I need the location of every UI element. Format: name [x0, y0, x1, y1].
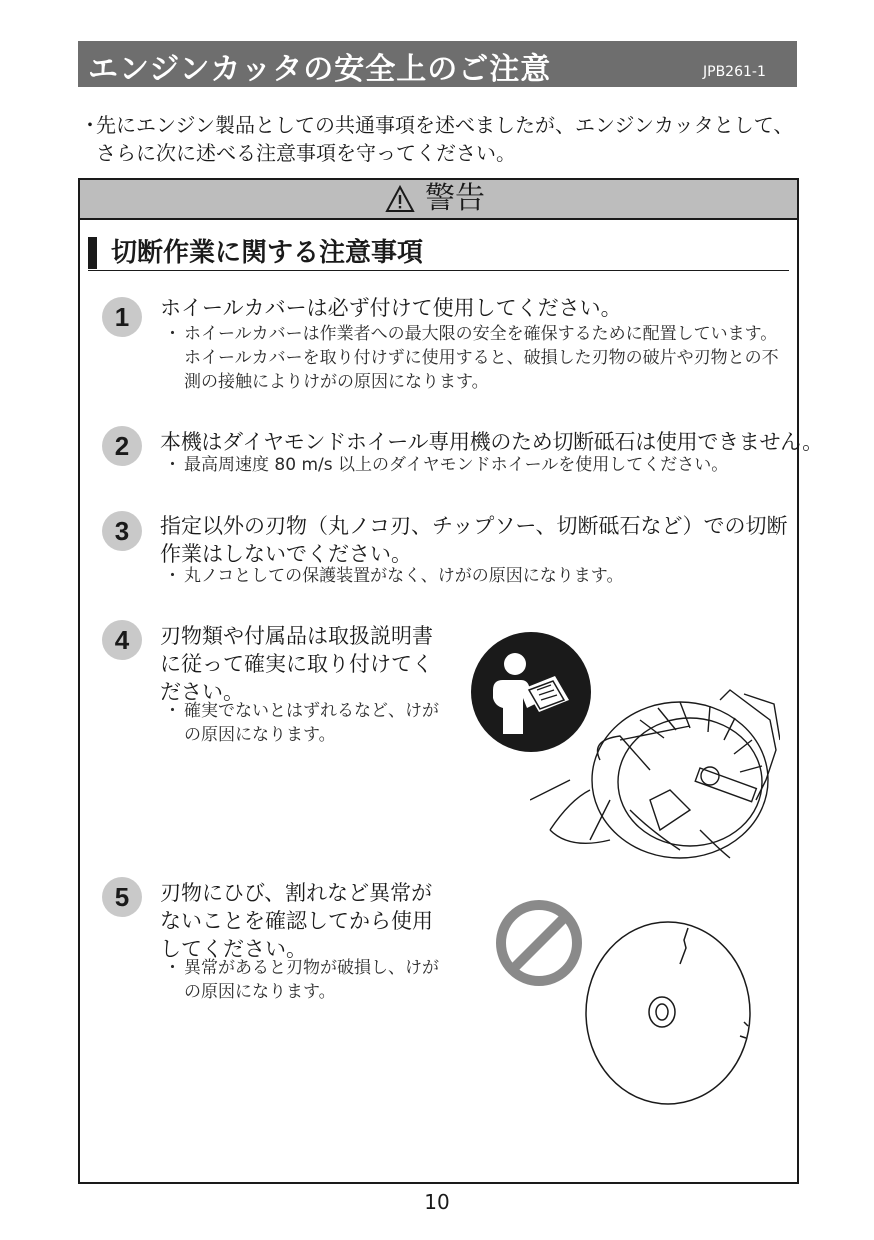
- item-number-3: 3: [102, 511, 142, 551]
- prohibition-icon: [494, 898, 584, 988]
- item-heading-3: 指定以外の刃物（丸ノコ刃、チップソー、切断砥石など）での切断作業はしないでください。: [160, 514, 788, 566]
- page-title: エンジンカッタの安全上のご注意: [88, 52, 552, 87]
- item-note-bullet: ・: [164, 455, 181, 475]
- document-code: JPB261-1: [703, 64, 766, 80]
- intro-text: 先にエンジン製品としての共通事項を述べましたが、エンジンカッタとして、さらに次に述べる注意事項を守ってください。: [96, 113, 794, 165]
- item-heading-4: 刃物類や付属品は取扱説明書に従って確実に取り付けてください。: [160, 624, 433, 704]
- intro-bullet: ・: [80, 113, 100, 137]
- warning-triangle-icon: [385, 185, 415, 213]
- item-heading-2: 本機はダイヤモンドホイール専用機のため切断砥石は使用できません。: [160, 430, 823, 454]
- item-heading-1: ホイールカバーは必ず付けて使用してください。: [160, 296, 622, 320]
- item-note-text: 最高周速度 80 m/s 以上のダイヤモンドホイールを使用してください。: [184, 455, 729, 475]
- warning-header: [80, 180, 797, 220]
- item-note-bullet: ・: [164, 958, 181, 978]
- item-note-text: 確実でないとはずれるなど、けがの原因になります。: [184, 701, 439, 745]
- item-note-text: 異常があると刃物が破損し、けがの原因になります。: [184, 958, 439, 1002]
- item-heading-5: 刃物にひび、割れなど異常がないことを確認してから使用してください。: [160, 881, 433, 961]
- item-note-2: [164, 453, 790, 477]
- item-note-text: ホイールカバーは作業者への最大限の安全を確保するために配置しています。ホイールカバーを取り付けずに使用すると、破損した刃物の破片や刃物との不測の接触によりけがの原因になります。: [184, 324, 779, 392]
- item-number-1: 1: [102, 297, 142, 337]
- item-number-5: 5: [102, 877, 142, 917]
- cracked-blade-illustration: [580, 918, 760, 1108]
- item-note-bullet: ・: [164, 701, 181, 721]
- section-title: 切断作業に関する注意事項: [111, 238, 424, 268]
- item-note-5: [164, 956, 446, 1004]
- item-note-bullet: ・: [164, 324, 181, 344]
- item-note-1: [164, 322, 790, 394]
- page-number: 10: [424, 1190, 450, 1214]
- item-note-4: [164, 699, 446, 747]
- warning-box: [78, 178, 823, 1184]
- blade-mounting-illustration: [530, 680, 780, 860]
- section-divider: [88, 270, 789, 271]
- section-marker: [88, 237, 97, 269]
- item-number-2: 2: [102, 426, 142, 466]
- warning-label: 警告: [425, 181, 485, 216]
- item-note-3: [164, 564, 790, 588]
- item-note-bullet: ・: [164, 566, 181, 586]
- item-note-text: 丸ノコとしての保護装置がなく、けがの原因になります。: [184, 566, 624, 586]
- item-number-4: 4: [102, 620, 142, 660]
- intro-paragraph: [80, 111, 810, 167]
